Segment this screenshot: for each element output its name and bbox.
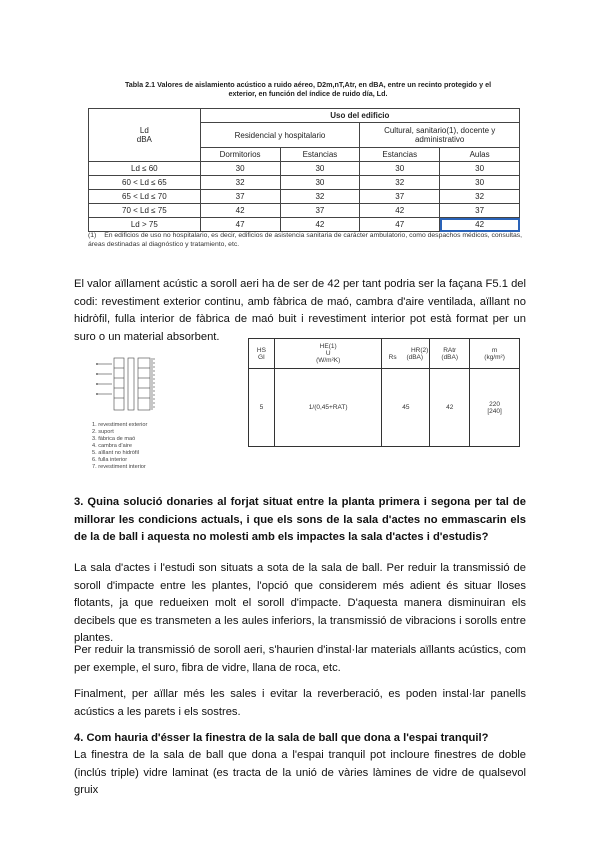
table-row <box>89 218 520 232</box>
legend-item: 1. revestiment exterior <box>92 422 148 428</box>
table-caption <box>88 80 528 98</box>
footnote-mark: (1) <box>88 232 97 239</box>
legend-item: 3. fàbrica de maó <box>92 436 136 442</box>
table-cell: 42 <box>360 204 440 218</box>
table-cell: 30 <box>200 162 280 176</box>
m-label: m <box>491 346 498 354</box>
m-unit: (kg/m²) <box>484 353 505 361</box>
hs-gi-header <box>249 339 275 369</box>
ratr-header <box>430 339 470 369</box>
table-cell: 32 <box>440 190 520 204</box>
question-3-heading: 3. Quina solució donaries al forjat situat entre la planta primera i segona per tal de millorar les condicions actuals, i que els sons de la sala d'actes no emmascarin els de la de ball i aquesta no molesti amb els impactes la sala d'actes i d'estudis? <box>74 496 526 544</box>
ratr-label: RAtr <box>443 346 457 354</box>
u-label: U <box>325 350 331 357</box>
row-label: 60 < Ld ≤ 65 <box>89 176 201 190</box>
paragraph-facade: El valor aïllament acústic a soroll aeri ha de ser de 42 per tant podria ser la façana F5.1 del codi: revestiment exterior continu, amb fàbrica de maó, cambra d'aire ventilada, aïllant no hidròfil, fulla interior de fàbrica de maó buit i revestiment interior pot està format per un suro o un material absorbent. <box>74 278 526 343</box>
table-row <box>89 162 520 176</box>
m-header <box>470 339 520 369</box>
col-header: Estancias <box>360 148 440 162</box>
facade-properties-table <box>248 338 520 447</box>
table-cell: 42 <box>280 218 360 232</box>
paragraph-window: La finestra de la sala de ball que dona a l'espai tranquil pot incloure finestres de doble (inclús triple) vidre laminat (es tracta de la unió de vàries làmines de vidre de qualsevol gruix <box>74 749 526 797</box>
ld-unit: dBA <box>136 135 152 144</box>
paragraph-airborne: Per reduir la transmissió de soroll aeri, s'haurien d'instal·lar materials aïllants acústics, com per exemple, el suro, fibra de vidre, llana de roca, etc. <box>74 644 526 674</box>
uso-header: Uso del edificio <box>200 109 519 123</box>
table-cell: 32 <box>200 176 280 190</box>
facade-section-drawing <box>92 350 170 418</box>
ratr-value: 42 <box>430 369 470 447</box>
rs-value: 45 <box>382 369 430 447</box>
row-label: Ld ≤ 60 <box>89 162 201 176</box>
table-footnote <box>88 232 528 249</box>
legend-item: 5. aïllant no hidròfil <box>92 450 139 456</box>
hs-label: HS <box>256 346 266 354</box>
legend-item: 2. suport <box>92 429 114 435</box>
legend-item: 7. revestiment interior <box>92 464 146 470</box>
ld-header-cell <box>89 109 201 162</box>
question-4-heading: 4. Com hauria d'ésser la finestra de la sala de ball que dona a l'espai tranquil? <box>74 732 489 744</box>
table-cell: 47 <box>360 218 440 232</box>
table-row <box>89 176 520 190</box>
m-value-2: [240] <box>487 407 502 415</box>
group-cultural-header: Cultural, sanitario(1), docente y administrativo <box>360 123 520 148</box>
table-row <box>89 190 520 204</box>
table-cell: 30 <box>280 162 360 176</box>
table-cell: 30 <box>440 162 520 176</box>
m-value <box>470 369 520 447</box>
legend-item: 4. cambra d'aire <box>92 443 132 449</box>
u-unit: (W/m²K) <box>316 357 341 364</box>
table-cell: 42 <box>200 204 280 218</box>
he-header <box>274 339 382 369</box>
gi-label: GI <box>258 353 265 361</box>
table-cell: 30 <box>280 176 360 190</box>
he-label: HE(1) <box>319 343 337 350</box>
insulation-table <box>88 108 520 232</box>
ratr-unit: (dBA) <box>441 353 459 361</box>
row-label: Ld > 75 <box>89 218 201 232</box>
table-cell: 37 <box>360 190 440 204</box>
col-header: Dormitorios <box>200 148 280 162</box>
caption-line-1: Tabla 2.1 Valores de aislamiento acústico a ruido aéreo, D2m,nT,Atr, en dBA, entre un recinto protegido y el <box>124 80 492 89</box>
table-cell: 32 <box>280 190 360 204</box>
facade-legend <box>92 422 147 471</box>
table-row <box>249 369 520 447</box>
rs-unit: (dBA) <box>406 353 424 361</box>
hr-label: HR(2) <box>410 346 429 354</box>
col-header: Aulas <box>440 148 520 162</box>
rs-label: Rs <box>388 353 397 361</box>
table-cell: 30 <box>360 162 440 176</box>
paragraph-reverberation: Finalment, per aïllar més les sales i evitar la reverberació, es poden instal·lar panells acústics a les parets i els sostres. <box>74 688 526 718</box>
table-cell: 37 <box>440 204 520 218</box>
paragraph-impact: La sala d'actes i l'estudi son situats a sota de la sala de ball. Per reduir la transmissió de soroll d'impacte entre les plantes, l'opció que considerem més adient és situar lloses flotants, ja que redueixen molt el soroll d'impacte. D'aquesta manera disminuiran els decibels que es transmeten a les aules inferiors, la transmissió de vibracions i sorolls entre plantes. <box>74 562 526 645</box>
group-residential-header: Residencial y hospitalario <box>200 123 360 148</box>
u-value: 1/(0,45+RAT) <box>274 369 382 447</box>
table-cell: 37 <box>280 204 360 218</box>
m-value-1: 220 <box>489 400 500 408</box>
ld-label: Ld <box>139 126 149 135</box>
table-cell: 30 <box>440 176 520 190</box>
gi-value: 5 <box>249 369 275 447</box>
table-cell: 37 <box>200 190 280 204</box>
row-label: 70 < Ld ≤ 75 <box>89 204 201 218</box>
row-label: 65 < Ld ≤ 70 <box>89 190 201 204</box>
rs-header <box>382 339 430 369</box>
legend-item: 6. fulla interior <box>92 457 128 463</box>
caption-line-2: exterior, en función del índice de ruido día, Ld. <box>228 89 388 98</box>
selected-cell[interactable]: 42 <box>440 218 520 232</box>
table-cell: 32 <box>360 176 440 190</box>
col-header: Estancias <box>280 148 360 162</box>
table-row <box>89 204 520 218</box>
table-cell: 47 <box>200 218 280 232</box>
footnote-text: En edificios de uso no hospitalario, es decir, edificios de asistencia sanitaria de carácter ambulatorio, como despachos médicos, consultas, áreas destinadas al diagnóstico y tratamiento, etc. <box>88 232 523 248</box>
